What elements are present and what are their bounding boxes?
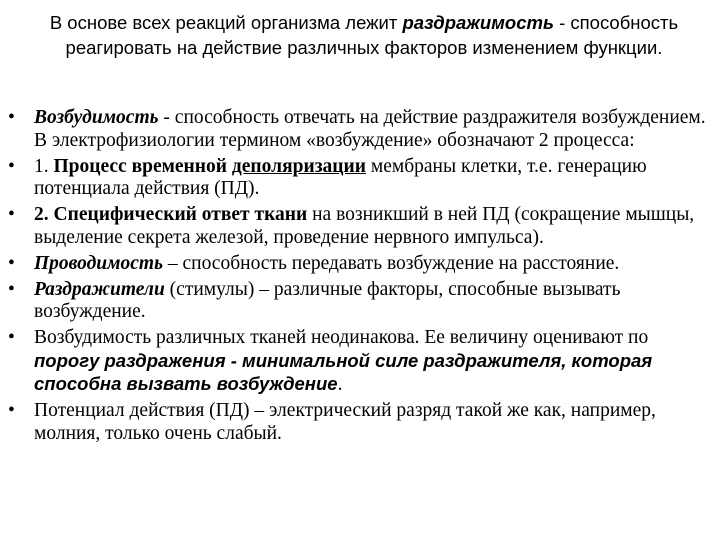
bullet-icon: •: [8, 327, 15, 348]
item-text: – способность передавать возбуждение на расстояние.: [162, 252, 620, 274]
intro-text-start: В основе всех реакций организма лежит: [49, 12, 403, 33]
item-number: 1.: [34, 155, 54, 177]
intro-term: раздражимость: [402, 12, 554, 33]
threshold-definition: порогу раздражения - минимальной силе раздражителя, которая способна вызвать возбуждение: [34, 349, 653, 394]
item-text: на возникший в ней ПД (сокращение мышцы, выделение секрета железой, проведение нервного импульса).: [34, 204, 695, 248]
item-bold-text: Процесс временной: [53, 155, 232, 177]
list-item: [0, 204, 720, 249]
intro-paragraph: [22, 10, 706, 60]
bullet-icon: •: [8, 107, 15, 128]
bullet-icon: •: [8, 252, 15, 274]
bullet-icon: •: [8, 400, 15, 421]
intro-text-end: - способность реагировать на действие различных факторов изменением функции.: [65, 12, 679, 58]
list-item: [0, 253, 720, 276]
term-stimuli: Раздражители: [34, 278, 165, 300]
item-text: Потенциал действия (ПД) – электрический разряд такой же как, например, молния, только очень слабый.: [34, 400, 656, 444]
bullet-icon: •: [8, 204, 15, 225]
item-text: Возбудимость различных тканей неодинакова. Ее величину оценивают по: [34, 327, 649, 348]
bullet-list: [0, 107, 720, 449]
list-item: [0, 327, 720, 397]
item-text: - способность отвечать на действие раздражителя возбуждением. В электрофизиологии термином «возбуждение» обозначают 2 процесса:: [34, 107, 706, 151]
item-text-end: .: [337, 374, 343, 395]
list-item: [0, 156, 720, 201]
item-text: (стимулы) – различные факторы, способные вызывать возбуждение.: [34, 278, 621, 322]
bullet-icon: •: [8, 278, 15, 300]
term-conductivity: Проводимость: [34, 252, 163, 274]
list-item: [0, 279, 720, 324]
item-text: мембраны клетки, т.е. генерацию потенциала действия (ПД).: [34, 155, 647, 199]
item-bold-text: 2. Специфический ответ ткани: [34, 204, 308, 225]
term-excitability: Возбудимость: [34, 107, 159, 128]
list-item: [0, 107, 720, 152]
item-bold-underlined: деполяризации: [231, 155, 367, 177]
list-item: [0, 400, 720, 445]
bullet-icon: •: [8, 155, 15, 177]
